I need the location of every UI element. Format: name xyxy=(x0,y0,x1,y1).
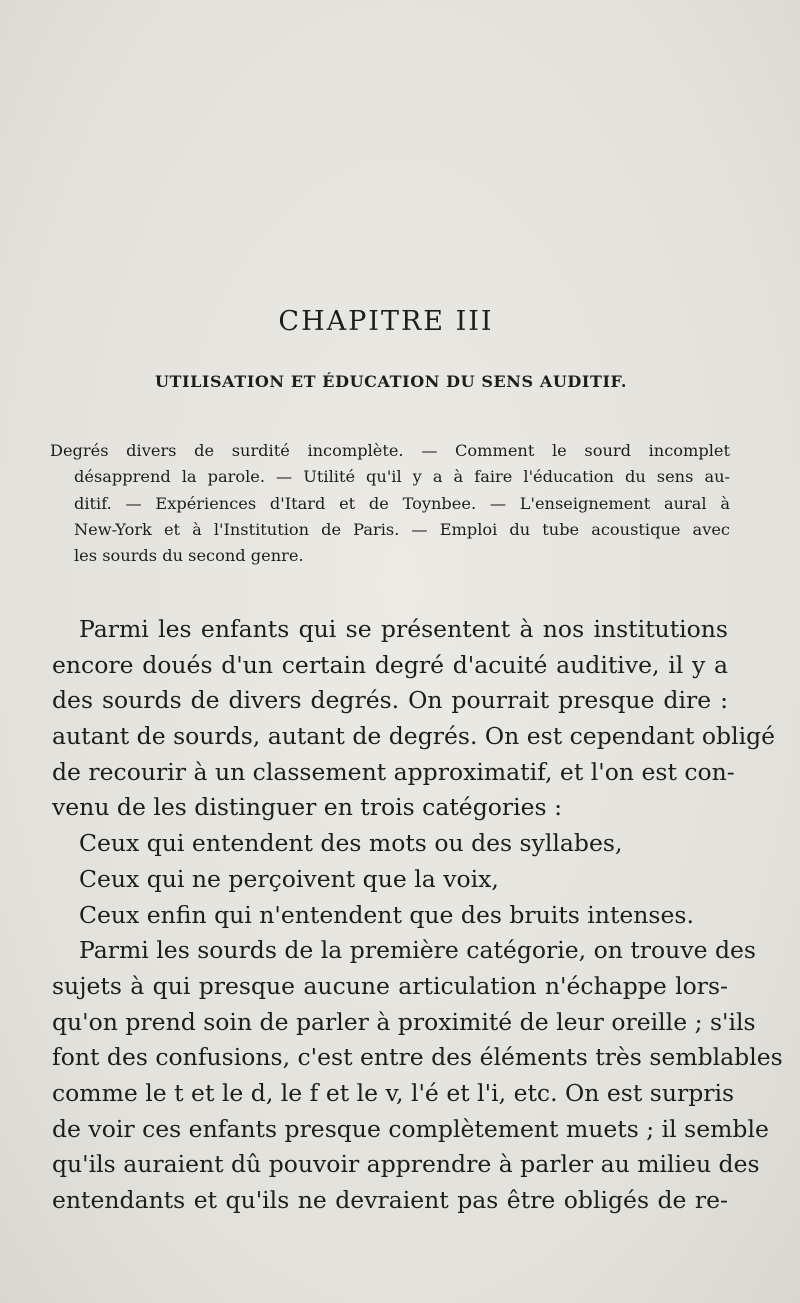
text-line: comme le t et le d, le f et le v, l'é et l'i, etc. On est surpris xyxy=(52,1078,735,1107)
text-line: encore doués d'un certain degré d'acuité auditive, il y a xyxy=(52,650,728,679)
text-line: sujets à qui presque aucune articulation n'échappe lors- xyxy=(52,971,728,1000)
body-text xyxy=(52,612,783,1219)
text-line: autant de sourds, autant de degrés. On est cependant obligé xyxy=(52,722,776,751)
text-line: de recourir à un classement approximatif, et l'on est con- xyxy=(52,757,735,786)
chapter-subtitle: UTILISATION ET ÉDUCATION DU SENS AUDITIF. xyxy=(154,372,628,391)
text-line: qu'ils auraient dû pouvoir apprendre à parler au milieu des xyxy=(52,1150,760,1179)
text-line: Parmi les sourds de la première catégorie, on trouve des xyxy=(79,936,756,965)
summary-line: New-York et à l'Institution de Paris. — Emploi du tube acoustique avec xyxy=(74,519,730,539)
summary-line: ditif. — Expériences d'Itard et de Toynbee. — L'enseignement aural à xyxy=(74,493,730,513)
text-line: de voir ces enfants presque complètement muets ; il semble xyxy=(52,1114,769,1143)
text-line: font des confusions, c'est entre des éléments très semblables xyxy=(52,1043,783,1072)
text-line: Parmi les enfants qui se présentent à nos institutions xyxy=(79,615,728,643)
chapter-summary xyxy=(50,438,730,569)
text-line: Ceux qui entendent des mots ou des syllabes, xyxy=(79,829,623,858)
summary-line: les sourds du second genre. xyxy=(74,546,304,566)
summary-line: Degrés divers de surdité incomplète. — Comment le sourd incomplet xyxy=(50,441,730,460)
text-line: venu de les distinguer en trois catégories : xyxy=(52,793,563,822)
chapter-title: CHAPITRE III xyxy=(278,306,494,337)
text-line: Ceux qui ne perçoivent que la voix, xyxy=(79,864,499,893)
text-line: des sourds de divers degrés. On pourrait presque dire : xyxy=(52,686,728,715)
text-line: Ceux enfin qui n'entendent que des bruits intenses. xyxy=(79,900,694,929)
summary-line: désapprend la parole. — Utilité qu'il y a à faire l'éducation du sens au- xyxy=(74,467,730,487)
text-line: entendants et qu'ils ne devraient pas être obligés de re- xyxy=(52,1186,728,1214)
text-line: qu'on prend soin de parler à proximité de leur oreille ; s'ils xyxy=(52,1007,756,1036)
